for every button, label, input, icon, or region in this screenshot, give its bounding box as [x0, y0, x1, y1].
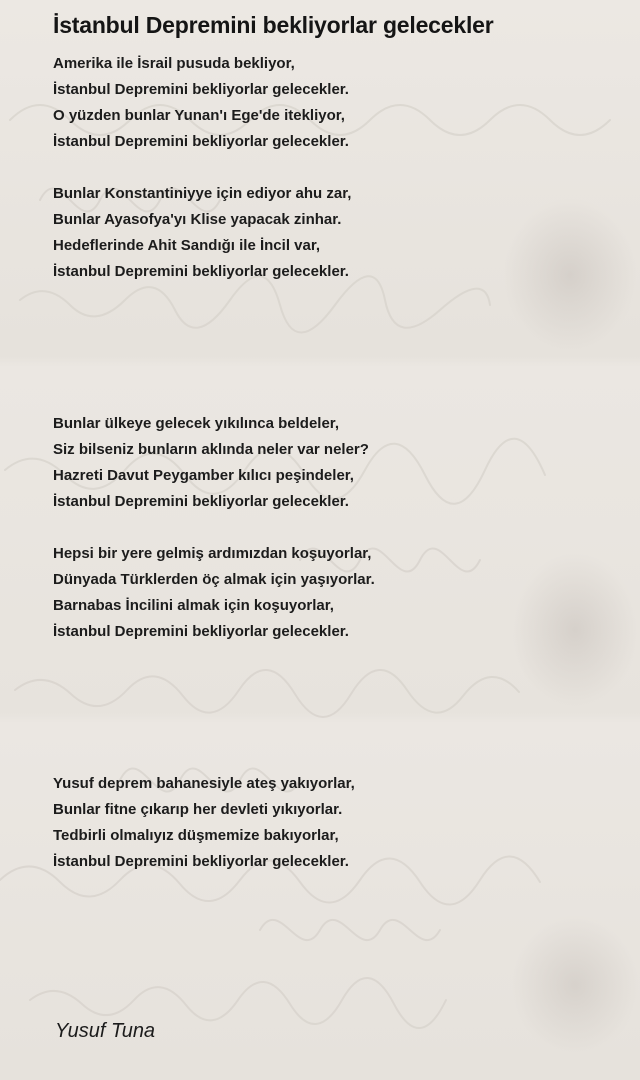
poem-line: Hazreti Davut Peygamber kılıcı peşindeler,: [53, 467, 354, 484]
stanza-3: [53, 411, 369, 515]
poem-line: İstanbul Depremini bekliyorlar gelecekler.: [53, 493, 349, 510]
stanza-5: [53, 771, 355, 875]
poem-author: Yusuf Tuna: [55, 1020, 156, 1042]
poem-line: Bunlar Konstantiniyye için ediyor ahu zar,: [53, 185, 352, 202]
poem-line: Bunlar ülkeye gelecek yıkılınca beldeler,: [53, 415, 339, 432]
poem-line: Bunlar Ayasofya'yı Klise yapacak zinhar.: [53, 211, 342, 228]
poem-line: İstanbul Depremini bekliyorlar gelecekler.: [53, 133, 349, 150]
poem-line: Hedeflerinde Ahit Sandığı ile İncil var,: [53, 237, 321, 254]
poem-line: İstanbul Depremini bekliyorlar gelecekler.: [53, 263, 349, 280]
poem-line: Yusuf deprem bahanesiyle ateş yakıyorlar,: [53, 775, 355, 792]
poem-line: Bunlar fitne çıkarıp her devleti yıkıyorlar.: [53, 801, 343, 818]
poem-line: Dünyada Türklerden öç almak için yaşıyorlar.: [53, 571, 375, 588]
stanza-4: [53, 541, 375, 645]
poem-line: Tedbirli olmalıyız düşmemize bakıyorlar,: [53, 827, 339, 844]
poem-line: İstanbul Depremini bekliyorlar gelecekler.: [53, 853, 349, 870]
stanza-2: [53, 181, 351, 285]
poem-title: İstanbul Depremini bekliyorlar gelecekler: [53, 12, 494, 38]
poem-line: Hepsi bir yere gelmiş ardımızdan koşuyorlar,: [53, 545, 372, 562]
poem-line: O yüzden bunlar Yunan'ı Ege'de itekliyor,: [53, 107, 345, 124]
stanza-1: [53, 51, 349, 155]
poem-line: Barnabas İncilini almak için koşuyorlar,: [53, 597, 334, 614]
poem-line: İstanbul Depremini bekliyorlar gelecekler.: [53, 623, 349, 640]
poem-line: Amerika ile İsrail pusuda bekliyor,: [53, 55, 295, 72]
poem-line: Siz bilseniz bunların aklında neler var neler?: [53, 441, 369, 458]
poem-line: İstanbul Depremini bekliyorlar gelecekler.: [53, 81, 349, 98]
